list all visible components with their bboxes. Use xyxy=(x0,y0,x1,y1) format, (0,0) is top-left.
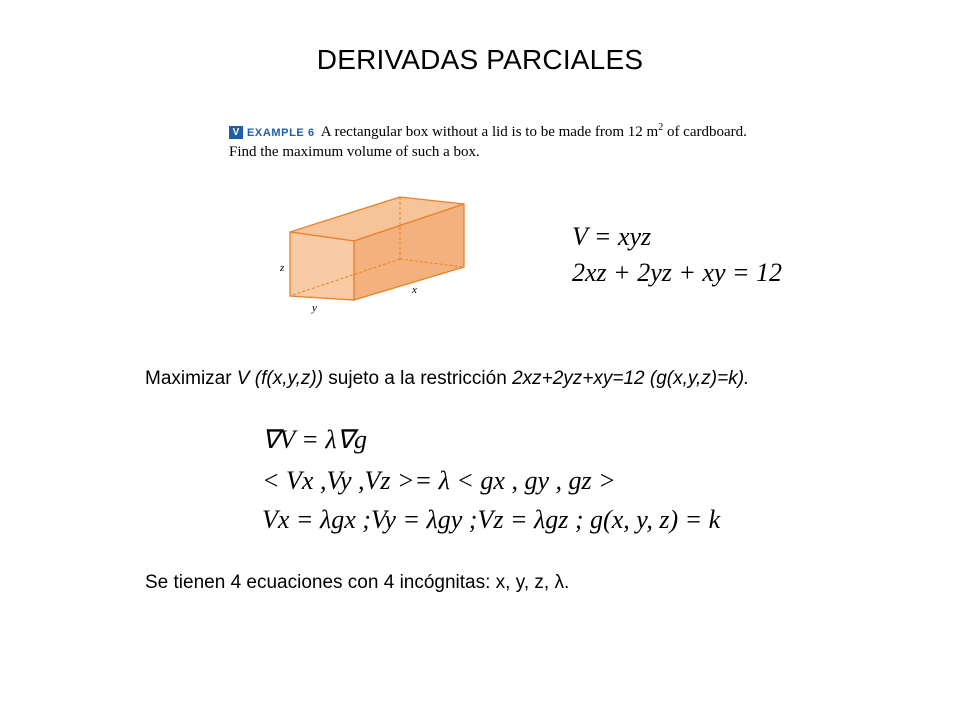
label-y: y xyxy=(312,302,317,314)
gradient-equation: ∇V = λ∇g xyxy=(262,425,368,454)
box-figure xyxy=(276,192,476,317)
example-text-1: A rectangular box without a lid is to be made from 12 m xyxy=(320,124,659,140)
box-front-face xyxy=(290,232,354,300)
example-label: EXAMPLE 6 xyxy=(247,127,315,139)
volume-formula: V = xyz xyxy=(572,222,652,251)
label-x: x xyxy=(412,284,417,296)
statement-part-c: sujeto a la restricción xyxy=(323,368,513,389)
label-z: z xyxy=(280,262,285,274)
statement-part-d: 2xz+2yz+xy=12 (g(x,y,z)=k). xyxy=(512,368,750,389)
statement-part-b: V (f(x,y,z)) xyxy=(236,368,324,389)
example-superscript: 2 xyxy=(658,122,664,133)
vector-equation: < Vx ,Vy ,Vz >= λ < gx , gy , gz > xyxy=(262,466,616,495)
example-statement xyxy=(229,118,747,162)
problem-statement xyxy=(145,368,749,390)
page-title: DERIVADAS PARCIALES xyxy=(316,44,644,75)
example-text-1-end: of cardboard. xyxy=(663,124,747,140)
video-icon: V xyxy=(229,126,243,139)
example-line-1 xyxy=(229,118,747,143)
statement-part-a: Maximizar xyxy=(145,368,237,389)
system-equation: Vx = λgx ;Vy = λgy ;Vz = λgz ; g(x, y, z) = k xyxy=(262,505,721,534)
constraint-formula: 2xz + 2yz + xy = 12 xyxy=(572,258,783,287)
example-line-2: Find the maximum volume of such a box. xyxy=(229,144,480,160)
conclusion-text: Se tienen 4 ecuaciones con 4 incógnitas: x, y, z, λ. xyxy=(145,572,570,593)
